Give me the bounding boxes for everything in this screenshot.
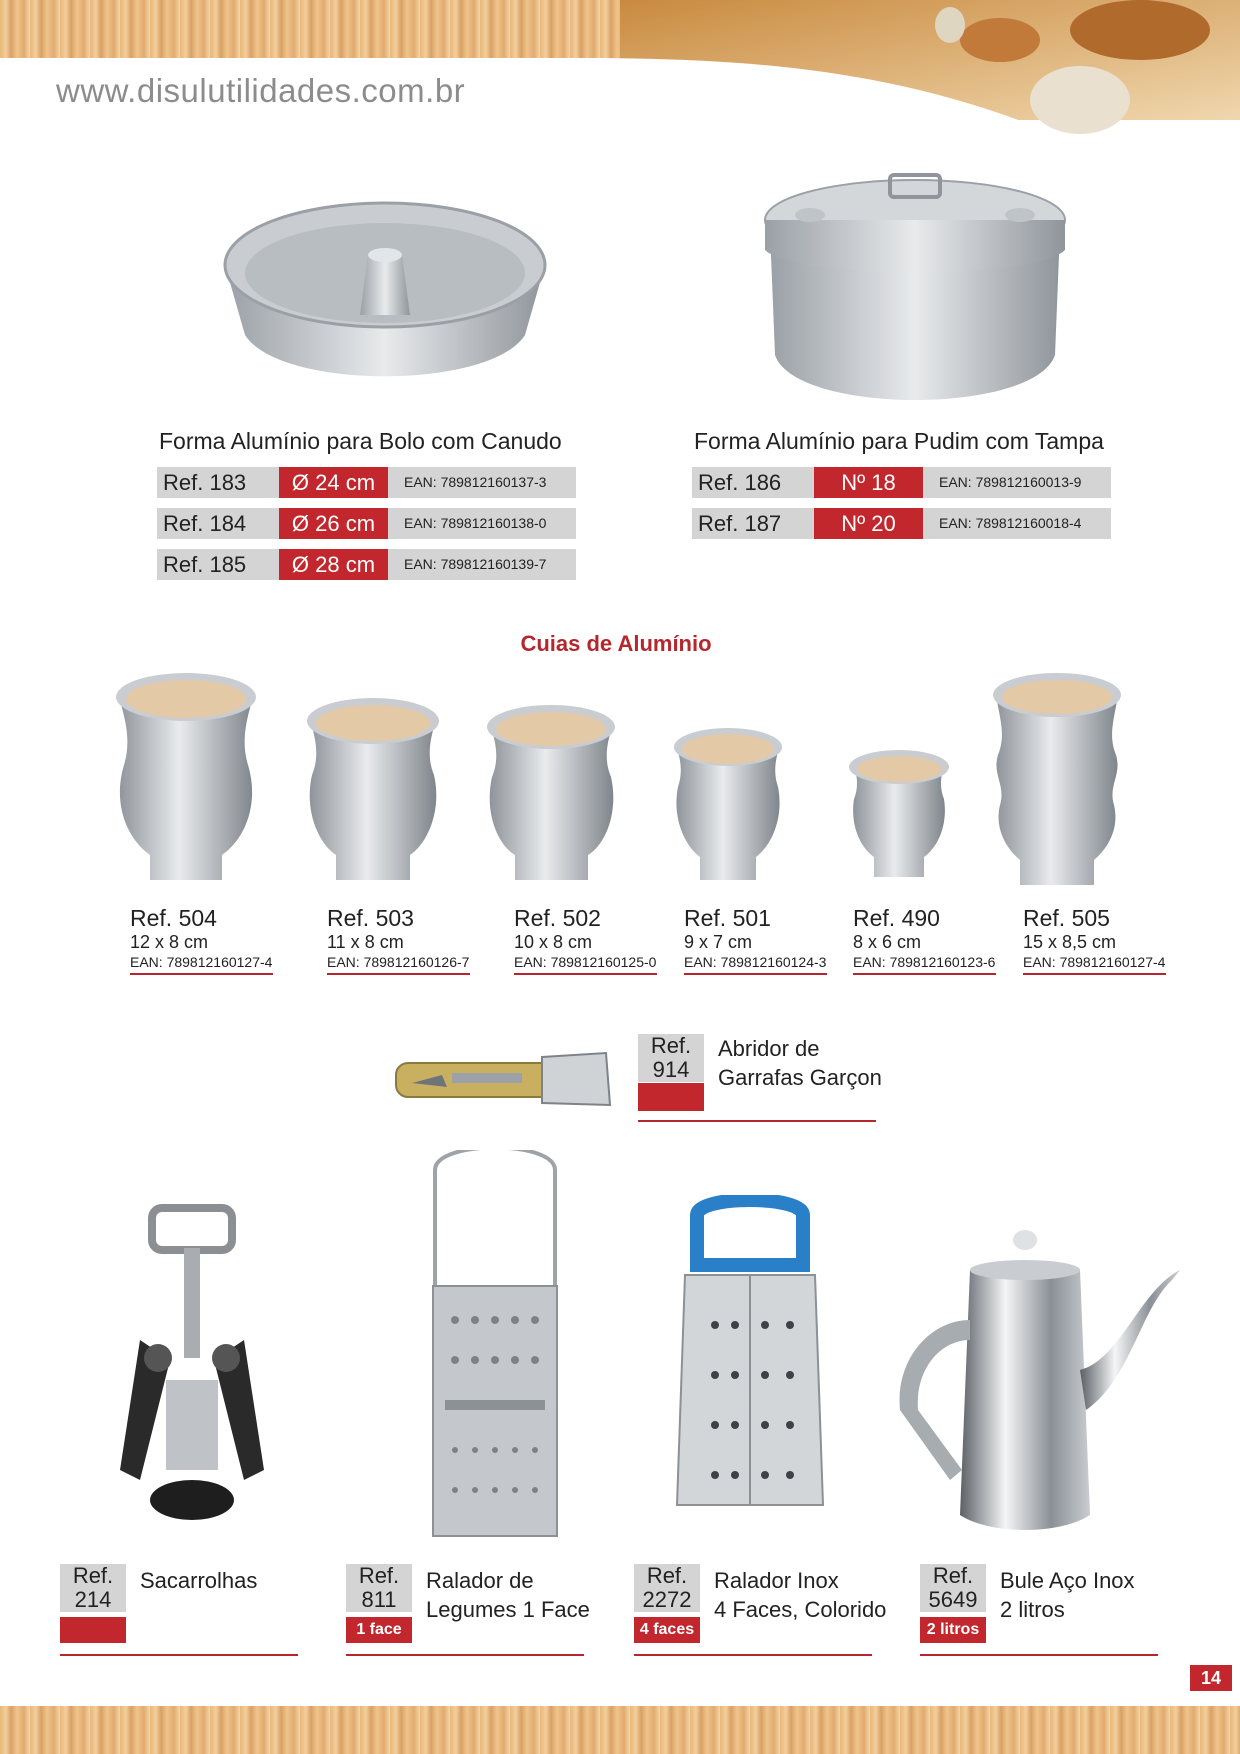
name-line: Sacarrolhas [140,1568,258,1593]
size-cell: Ø 28 cm [279,549,388,580]
cuias-section-title: Cuias de Alumínio [520,631,712,656]
cuia-504-image [116,673,256,880]
cuia-502-label [514,905,664,975]
ref-number: 811 [361,1587,397,1612]
ean-cell: EAN: 789812160137-3 [388,467,576,498]
product-2272-underline [634,1654,872,1656]
product-811-tag: 1 face [346,1617,412,1643]
cuia-ref: Ref. 501 [684,905,771,931]
cuia-ean: EAN: 789812160126-7 [327,953,470,975]
site-url[interactable]: www.disulutilidades.com.br [56,72,466,109]
table-row [692,467,1111,498]
cuia-504-label [130,905,280,975]
product-214-underline [60,1654,298,1656]
product-811-ref-box [346,1564,412,1612]
cuia-dims: 9 x 7 cm [684,932,753,952]
table-row [157,467,576,498]
bread-shape [960,18,1040,62]
ref-cell: Ref. 187 [692,508,814,539]
product-5649-name [1000,1566,1135,1624]
product-811-underline [346,1654,584,1656]
name-line: Legumes 1 Face [426,1597,590,1622]
cuias-images [0,665,1240,895]
cuia-dims: 15 x 8,5 cm [1023,932,1117,952]
product-5649-ref-box [920,1564,986,1612]
ref-cell: Ref. 183 [157,467,279,498]
product-5649-tag: 2 litros [920,1617,986,1643]
ean-cell: EAN: 789812160013-9 [923,467,1111,498]
name-line: 4 Faces, Colorido [714,1597,887,1622]
name-line: 2 litros [1000,1597,1065,1622]
bread-shape [1070,0,1210,60]
ref-cell: Ref. 185 [157,549,279,580]
cuia-ean: EAN: 789812160125-0 [514,953,657,975]
cuia-ean: EAN: 789812160123-6 [853,953,996,975]
product-5649-underline [920,1654,1158,1656]
opener-red-bar [638,1083,704,1111]
table-row [692,508,1111,539]
cuia-505-image [993,673,1121,885]
product-214-ref-box [60,1564,126,1612]
cuia-ean: EAN: 789812160124-3 [684,953,827,975]
cuia-490-label [853,905,1003,975]
opener-name [718,1034,882,1092]
form-pudim-table [692,467,1111,539]
cuia-503-image [307,698,439,880]
ref-label: Ref. [650,1033,692,1058]
product-811-name [426,1566,590,1624]
name-line: Bule Aço Inox [1000,1568,1135,1593]
form-bolo-table [157,467,576,580]
cuia-dims: 10 x 8 cm [514,932,593,952]
pudim-pan-image [755,170,1075,415]
ean-cell: EAN: 789812160138-0 [388,508,576,539]
product-2272-name [714,1566,886,1624]
grater-4-faces-image [675,1195,825,1535]
cuia-502-image [487,705,615,880]
product-2272-ref-box [634,1564,700,1612]
name-line: Garrafas Garçon [718,1065,882,1090]
bottle-opener-image [392,1045,614,1117]
footer-wood-band [0,1706,1240,1754]
form-bolo-title: Forma Alumínio para Bolo com Canudo [159,428,562,454]
size-cell: Ø 26 cm [279,508,388,539]
name-line: Ralador Inox [714,1568,839,1593]
cuia-503-label [327,905,477,975]
kettle-image [890,1210,1200,1540]
size-cell: Ø 24 cm [279,467,388,498]
ref-number: 5649 [928,1587,978,1612]
page-number: 14 [1190,1665,1232,1691]
opener-ref-box [638,1034,704,1082]
cuia-ref: Ref. 502 [514,905,601,931]
rolling-pin-shape [1030,66,1130,134]
size-cell: Nº 18 [814,467,923,498]
form-pudim-title: Forma Alumínio para Pudim com Tampa [694,428,1104,454]
cuia-dims: 11 x 8 cm [327,932,404,952]
cuia-505-label [1023,905,1173,975]
cuia-ref: Ref. 505 [1023,905,1110,931]
ref-number: 914 [652,1057,690,1082]
ref-number: 2272 [642,1587,692,1612]
ref-cell: Ref. 184 [157,508,279,539]
cuia-ref: Ref. 503 [327,905,414,931]
cuia-ref: Ref. 490 [853,905,940,931]
size-cell: Nº 20 [814,508,923,539]
table-row [157,549,576,580]
cuia-dims: 12 x 8 cm [130,932,209,952]
product-2272-tag: 4 faces [634,1617,700,1643]
corkscrew-image [100,1200,300,1530]
ref-cell: Ref. 186 [692,467,814,498]
cuia-ref: Ref. 504 [130,905,217,931]
cuia-501-label [684,905,834,975]
table-row [157,508,576,539]
egg-shape [935,7,965,43]
product-214-name [140,1566,257,1595]
opener-underline [638,1120,876,1122]
ref-label: Ref. [646,1563,688,1588]
ref-label: Ref. [932,1563,974,1588]
cuia-490-image [849,750,949,877]
ref-label: Ref. [72,1563,114,1588]
cuia-ean: EAN: 789812160127-4 [1023,953,1166,975]
ref-label: Ref. [358,1563,400,1588]
grater-1-face-image [425,1150,565,1560]
bolo-pan-image [220,185,550,400]
cuia-501-image [674,728,782,880]
name-line: Ralador de [426,1568,534,1593]
product-214-red-bar [60,1617,126,1643]
cuia-ean: EAN: 789812160127-4 [130,953,273,975]
cuia-dims: 8 x 6 cm [853,932,922,952]
name-line: Abridor de [718,1036,820,1061]
ean-cell: EAN: 789812160139-7 [388,549,576,580]
ean-cell: EAN: 789812160018-4 [923,508,1111,539]
ref-number: 214 [74,1587,112,1612]
